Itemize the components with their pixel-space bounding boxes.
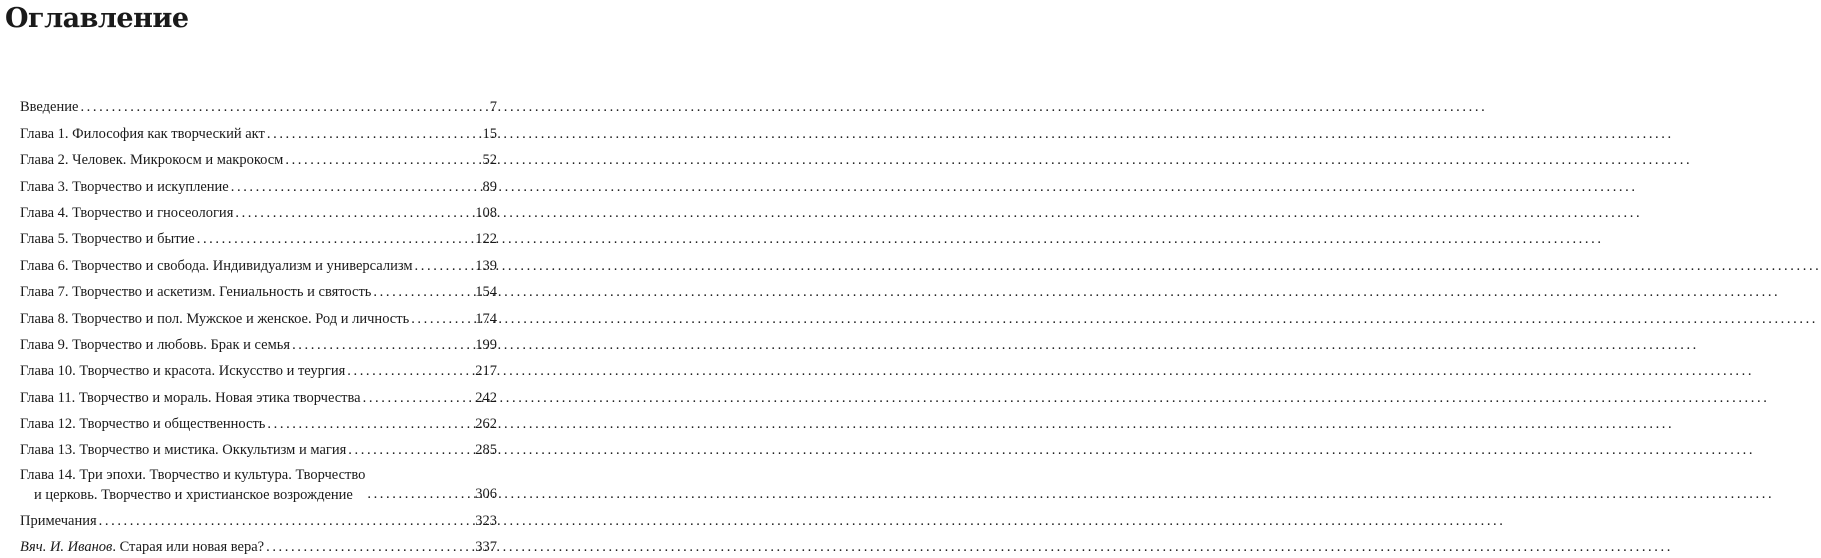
dot-leader bbox=[99, 510, 474, 532]
toc-entry-title: Глава 9. Творчество и любовь. Брак и семья bbox=[20, 336, 291, 353]
dot-leader bbox=[197, 228, 474, 250]
toc-page-number: 242 bbox=[475, 389, 497, 406]
toc-entry-title-line-2: и церковь. Творчество и христианское возрождение bbox=[34, 487, 353, 504]
toc-entry-chapter-9[interactable] bbox=[20, 330, 497, 356]
toc-entry-title: Глава 10. Творчество и красота. Искусство и теургия bbox=[20, 363, 346, 380]
toc-page-number: 323 bbox=[475, 512, 497, 529]
dot-leader bbox=[80, 96, 487, 118]
dot-leader bbox=[363, 387, 474, 409]
toc-entry-chapter-11[interactable] bbox=[20, 382, 497, 408]
toc-entry-chapter-14[interactable] bbox=[20, 461, 497, 505]
toc-entry-title: Глава 13. Творчество и мистика. Оккультизм и магия bbox=[20, 442, 347, 459]
toc-entry-chapter-7[interactable] bbox=[20, 277, 497, 303]
dot-leader bbox=[367, 483, 473, 505]
dot-leader bbox=[267, 413, 473, 435]
toc-entry-notes[interactable] bbox=[20, 505, 497, 531]
toc-page-number: 52 bbox=[482, 152, 497, 169]
toc-entry-chapter-8[interactable] bbox=[20, 303, 497, 329]
toc-entry-introduction[interactable] bbox=[20, 92, 497, 118]
toc-entry-title bbox=[20, 536, 264, 558]
toc-entry-chapter-2[interactable] bbox=[20, 145, 497, 171]
toc-entry-chapter-12[interactable] bbox=[20, 409, 497, 435]
dot-leader bbox=[292, 334, 473, 356]
toc-entry-title: Глава 3. Творчество и искупление bbox=[20, 178, 229, 195]
dot-leader bbox=[373, 281, 473, 303]
essay-author: Вяч. И. Иванов bbox=[20, 539, 113, 556]
toc-entry-chapter-10[interactable] bbox=[20, 356, 497, 382]
toc-page-number: 174 bbox=[475, 310, 497, 327]
dot-leader bbox=[267, 123, 481, 145]
toc-entry-title: Глава 6. Творчество и свобода. Индивидуализм и универсализм bbox=[20, 257, 413, 274]
toc-entry-chapter-3[interactable] bbox=[20, 171, 497, 197]
dot-leader bbox=[285, 149, 480, 171]
toc-entry-title: Глава 5. Творчество и бытие bbox=[20, 231, 195, 248]
toc-page-number: 306 bbox=[475, 486, 497, 503]
toc-page-number: 122 bbox=[475, 231, 497, 248]
toc-page-number: 337 bbox=[475, 539, 497, 556]
toc-entry-chapter-13[interactable] bbox=[20, 435, 497, 461]
toc-entry-title: Глава 2. Человек. Микрокосм и макрокосм bbox=[20, 152, 284, 169]
dot-leader bbox=[347, 360, 473, 382]
toc-entry-chapter-4[interactable] bbox=[20, 198, 497, 224]
toc-entry-chapter-1[interactable] bbox=[20, 118, 497, 144]
toc-page-number: 262 bbox=[475, 416, 497, 433]
toc-page-number: 217 bbox=[475, 363, 497, 380]
toc-page-number: 15 bbox=[482, 125, 497, 142]
toc-page-number: 285 bbox=[475, 442, 497, 459]
toc-entry-title: Глава 1. Философия как творческий акт bbox=[20, 125, 265, 142]
toc-page-number: 7 bbox=[489, 99, 497, 116]
dot-leader bbox=[411, 308, 473, 330]
toc-entry-title bbox=[20, 465, 365, 505]
toc-entry-title: Введение bbox=[20, 99, 79, 116]
table-of-contents bbox=[20, 92, 497, 558]
toc-entry-title: Глава 12. Творчество и общественность bbox=[20, 416, 266, 433]
dot-leader bbox=[348, 439, 473, 461]
toc-entry-ivanov-essay[interactable] bbox=[20, 532, 497, 558]
toc-entry-title: Примечания bbox=[20, 512, 97, 529]
essay-title: . Старая или новая вера? bbox=[112, 539, 265, 556]
toc-entry-title: Глава 8. Творчество и пол. Мужское и женское. Род и личность bbox=[20, 310, 410, 327]
toc-entry-title: Глава 7. Творчество и аскетизм. Гениальность и святость bbox=[20, 284, 372, 301]
toc-entry-title-line-1: Глава 14. Три эпохи. Творчество и культура. Творчество bbox=[20, 467, 366, 484]
toc-entry-chapter-5[interactable] bbox=[20, 224, 497, 250]
dot-leader bbox=[235, 202, 473, 224]
toc-entry-title: Глава 11. Творчество и мораль. Новая этика творчества bbox=[20, 389, 361, 406]
toc-page-number: 139 bbox=[475, 257, 497, 274]
toc-page-number: 89 bbox=[482, 178, 497, 195]
dot-leader bbox=[415, 255, 474, 277]
dot-leader bbox=[266, 536, 473, 558]
toc-page-number: 199 bbox=[475, 336, 497, 353]
page-title: Оглавление bbox=[5, 3, 189, 34]
toc-page-number: 108 bbox=[475, 204, 497, 221]
toc-page-number: 154 bbox=[475, 284, 497, 301]
dot-leader bbox=[231, 176, 481, 198]
toc-entry-chapter-6[interactable] bbox=[20, 250, 497, 276]
toc-entry-title: Глава 4. Творчество и гносеология bbox=[20, 204, 234, 221]
